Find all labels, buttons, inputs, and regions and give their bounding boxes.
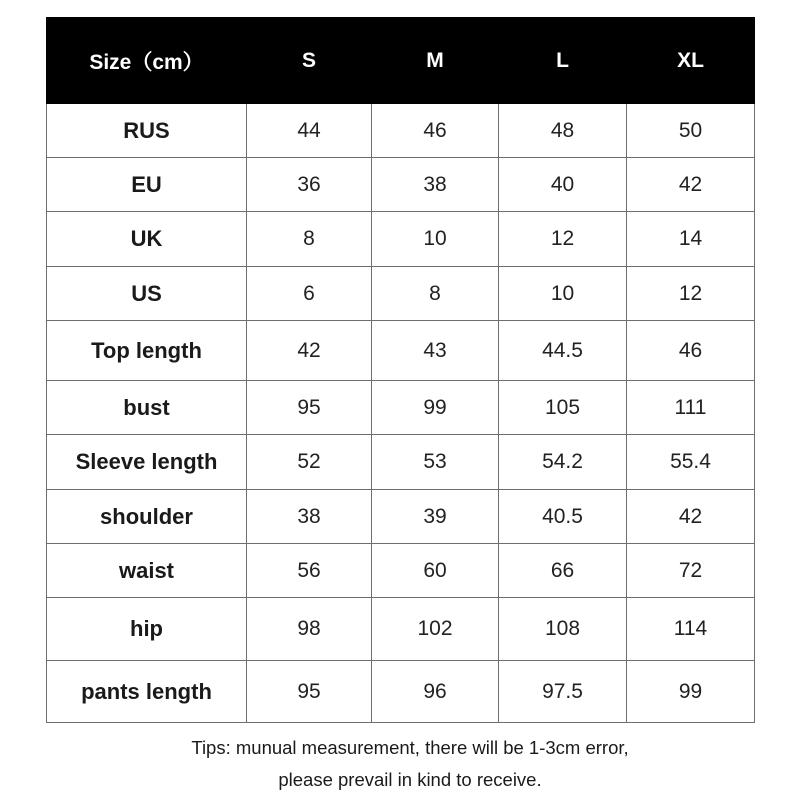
row-label-bust: bust [47, 381, 247, 435]
table-cell: 52 [247, 435, 372, 490]
header-size-label: Size（cm） [47, 18, 247, 104]
table-cell: 55.4 [627, 435, 755, 490]
table-row [47, 267, 755, 321]
table-cell: 38 [372, 158, 499, 212]
size-chart-header [47, 18, 755, 104]
table-cell: 8 [247, 212, 372, 267]
row-label-hip: hip [47, 598, 247, 661]
table-cell: 43 [372, 321, 499, 381]
size-chart-body [47, 104, 755, 723]
table-cell: 56 [247, 544, 372, 598]
row-label-uk: UK [47, 212, 247, 267]
table-cell: 102 [372, 598, 499, 661]
header-size-m: M [372, 18, 499, 104]
table-cell: 96 [372, 661, 499, 723]
table-cell: 36 [247, 158, 372, 212]
table-cell: 108 [499, 598, 627, 661]
row-label-us: US [47, 267, 247, 321]
table-cell: 48 [499, 104, 627, 158]
table-cell: 111 [627, 381, 755, 435]
table-cell: 44.5 [499, 321, 627, 381]
row-label-rus: RUS [47, 104, 247, 158]
table-cell: 99 [627, 661, 755, 723]
header-size-l: L [499, 18, 627, 104]
row-label-eu: EU [47, 158, 247, 212]
row-label-top-length: Top length [47, 321, 247, 381]
header-row [47, 18, 755, 104]
measurement-tips [0, 732, 800, 796]
table-row [47, 321, 755, 381]
table-cell: 44 [247, 104, 372, 158]
table-cell: 54.2 [499, 435, 627, 490]
table-row [47, 598, 755, 661]
row-label-pants-length: pants length [47, 661, 247, 723]
table-row [47, 212, 755, 267]
table-cell: 50 [627, 104, 755, 158]
table-row [47, 104, 755, 158]
table-row [47, 490, 755, 544]
table-cell: 40 [499, 158, 627, 212]
table-row [47, 381, 755, 435]
table-cell: 46 [372, 104, 499, 158]
row-label-shoulder: shoulder [47, 490, 247, 544]
table-cell: 114 [627, 598, 755, 661]
table-cell: 95 [247, 381, 372, 435]
table-cell: 60 [372, 544, 499, 598]
table-cell: 10 [372, 212, 499, 267]
table-row [47, 158, 755, 212]
table-row [47, 544, 755, 598]
table-cell: 66 [499, 544, 627, 598]
table-cell: 53 [372, 435, 499, 490]
tips-line-1: Tips: munual measurement, there will be 1-3cm error, [191, 737, 629, 758]
table-cell: 42 [627, 490, 755, 544]
table-cell: 8 [372, 267, 499, 321]
table-cell: 14 [627, 212, 755, 267]
table-cell: 10 [499, 267, 627, 321]
table-cell: 40.5 [499, 490, 627, 544]
table-cell: 39 [372, 490, 499, 544]
header-size-s: S [247, 18, 372, 104]
table-cell: 6 [247, 267, 372, 321]
table-cell: 98 [247, 598, 372, 661]
table-cell: 46 [627, 321, 755, 381]
row-label-waist: waist [47, 544, 247, 598]
size-chart-table [46, 17, 755, 723]
table-cell: 38 [247, 490, 372, 544]
table-row [47, 435, 755, 490]
table-cell: 72 [627, 544, 755, 598]
tips-line-2: please prevail in kind to receive. [278, 769, 542, 790]
table-cell: 97.5 [499, 661, 627, 723]
table-cell: 99 [372, 381, 499, 435]
row-label-sleeve-length: Sleeve length [47, 435, 247, 490]
table-cell: 42 [247, 321, 372, 381]
table-cell: 105 [499, 381, 627, 435]
table-row [47, 661, 755, 723]
table-cell: 95 [247, 661, 372, 723]
table-cell: 42 [627, 158, 755, 212]
header-size-xl: XL [627, 18, 755, 104]
table-cell: 12 [499, 212, 627, 267]
table-cell: 12 [627, 267, 755, 321]
